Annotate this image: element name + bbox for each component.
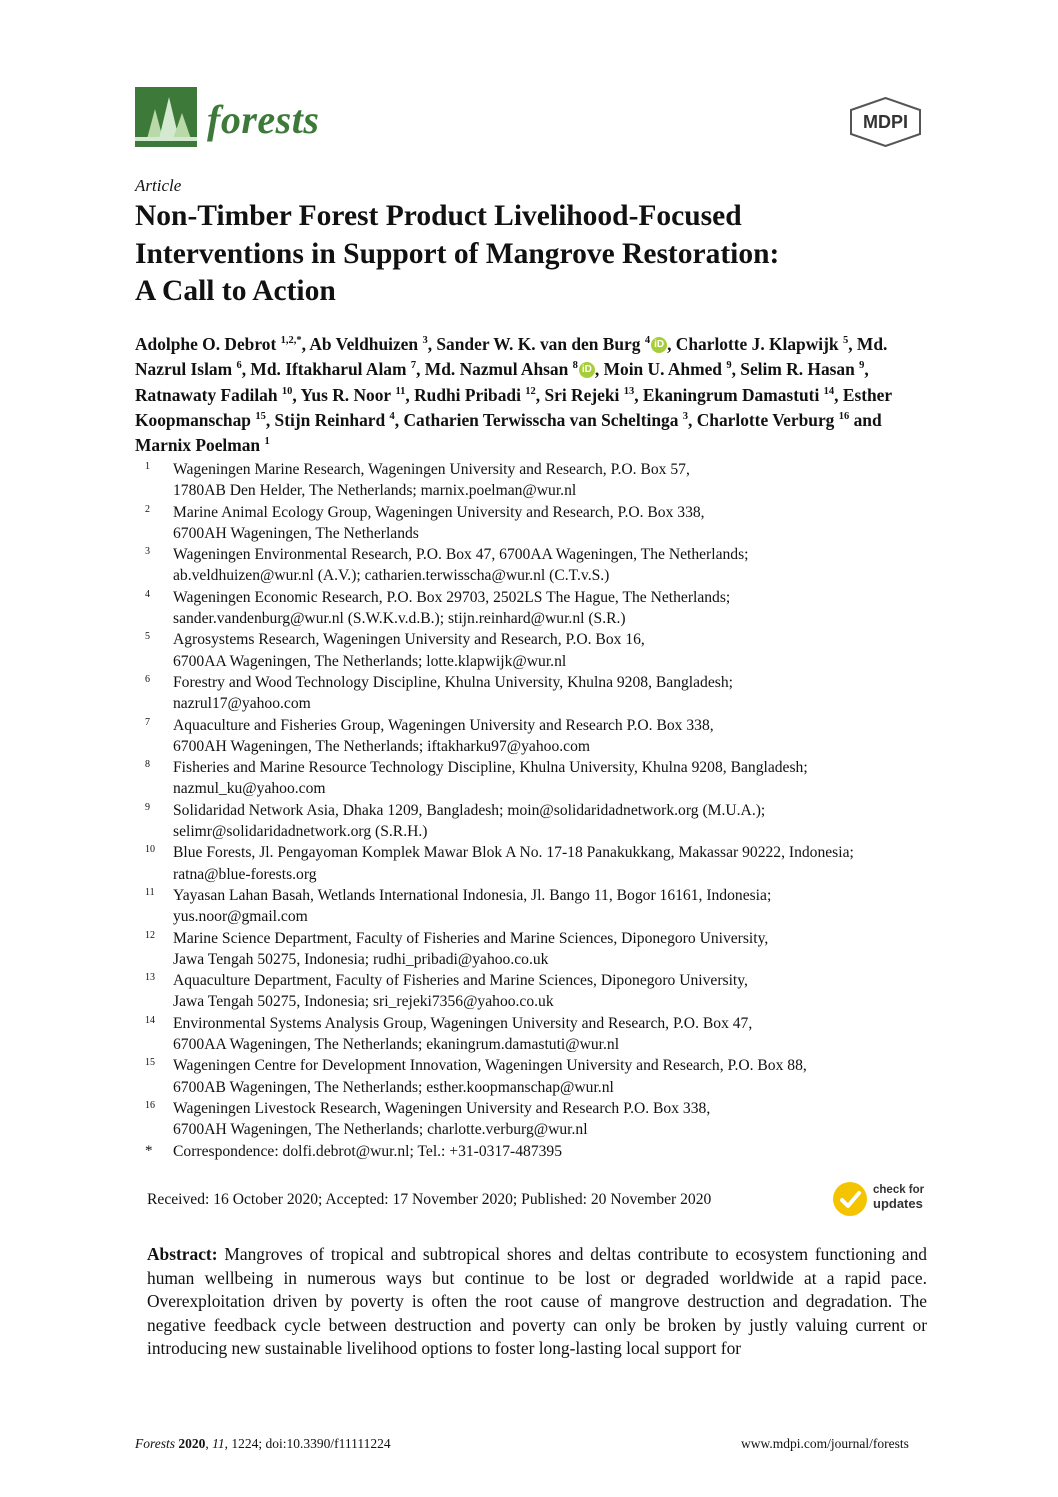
affiliation-item: [135, 885, 935, 928]
affiliation-item: [135, 1055, 935, 1098]
title-line: Non-Timber Forest Product Livelihood-Focused: [135, 200, 742, 232]
affiliation-line: Wageningen Marine Research, Wageningen University and Research, P.O. Box 57,: [173, 461, 690, 478]
mdpi-logo-text: MDPI: [863, 112, 908, 132]
affiliation-number: 12: [145, 929, 155, 941]
affiliation-number: 3: [145, 546, 150, 558]
affiliation-number: 10: [145, 844, 155, 856]
affiliation-item: [135, 502, 935, 545]
abstract: [147, 1243, 927, 1361]
affiliation-line: Aquaculture and Fisheries Group, Wageningen University and Research P.O. Box 338,: [173, 716, 714, 734]
author-affiliation-ref: 3: [422, 335, 428, 346]
affiliation-number: 5: [145, 631, 150, 643]
journal-url-link[interactable]: www.mdpi.com/journal/forests: [741, 1436, 909, 1451]
affiliation-line: Solidaridad Network Asia, Dhaka 1209, Bangladesh; moin@solidaridadnetwork.org (M.U.A.);: [173, 801, 766, 819]
affiliation-number: 13: [145, 972, 155, 984]
mdpi-logo-icon: [848, 97, 923, 147]
affiliation-line: sander.vandenburg@wur.nl (S.W.K.v.d.B.); stijn.reinhard@wur.nl (S.R.): [173, 610, 626, 628]
affiliation-line: 6700AH Wageningen, The Netherlands; charlotte.verburg@wur.nl: [173, 1121, 588, 1139]
affiliation-number: 1: [145, 461, 150, 472]
affiliation-number: 6: [145, 673, 150, 685]
author-affiliation-ref: 1,2,*: [280, 335, 302, 346]
affiliation-line: Jawa Tengah 50275, Indonesia; sri_rejeki7356@yahoo.co.uk: [173, 993, 554, 1011]
author-name: Stijn Reinhard: [274, 409, 386, 430]
affiliation-line: ratna@blue-forests.org: [173, 865, 317, 883]
affiliation-line: Forestry and Wood Technology Discipline, Khulna University, Khulna 9208, Bangladesh;: [173, 673, 733, 691]
author-affiliation-ref: 13: [623, 385, 635, 397]
affiliation-number: 16: [145, 1099, 155, 1111]
check-for-updates-button[interactable]: [833, 1181, 928, 1219]
author-affiliation-ref: 11: [395, 385, 406, 397]
author-name: Marnix Poelman: [135, 435, 261, 456]
footer-year: 2020: [178, 1436, 206, 1451]
author: [135, 435, 270, 455]
title-line: A Call to Action: [135, 275, 336, 307]
author-affiliation-ref: 9: [726, 360, 732, 372]
affiliation-item: [135, 1098, 935, 1141]
affiliation-item: [135, 1141, 935, 1162]
orcid-icon[interactable]: iD: [579, 362, 595, 378]
author-name: Rudhi Pribadi: [414, 384, 521, 405]
affiliation-item: [135, 587, 935, 630]
affiliation-line: nazrul17@yahoo.com: [173, 695, 311, 713]
author-name: Ratnawaty Fadilah: [135, 384, 278, 405]
author-affiliation-ref: 4: [644, 335, 651, 346]
article-type: Article: [135, 176, 182, 195]
author-affiliation-ref: 16: [838, 411, 850, 423]
affiliation-item: [135, 715, 935, 758]
affiliation-number: 2: [145, 503, 150, 515]
author-name: Adolphe O. Debrot: [135, 333, 277, 354]
journal-logo-icon: [135, 87, 197, 147]
affiliation-line: Wageningen Centre for Development Innovation, Wageningen University and Research, P.O. Box 88,: [173, 1057, 807, 1075]
affiliation-line: 6700AH Wageningen, The Netherlands: [173, 524, 419, 542]
title-line: Interventions in Support of Mangrove Restoration:: [135, 237, 780, 270]
author-affiliation-ref: 9: [859, 360, 865, 372]
affiliation-item: [135, 842, 935, 885]
affiliation-line: 6700AA Wageningen, The Netherlands; ekaningrum.damastuti@wur.nl: [173, 1036, 620, 1054]
affiliation-line: Agrosystems Research, Wageningen University and Research, P.O. Box 16,: [173, 631, 645, 649]
author-affiliation-ref: 4: [389, 411, 395, 423]
affiliation-line: selimr@solidaridadnetwork.org (S.R.H.): [173, 823, 428, 841]
author-affiliation-ref: 5: [842, 335, 849, 346]
affiliation-line: 6700AA Wageningen, The Netherlands; lotte.klapwijk@wur.nl: [173, 652, 567, 670]
author-name: Esther Koopmanschap: [135, 384, 892, 430]
author-affiliation-ref: 3: [682, 411, 689, 423]
affiliation-line: ab.veldhuizen@wur.nl (A.V.); catharien.terwisscha@wur.nl (C.T.v.S.): [173, 567, 610, 585]
author-affiliation-ref: 7: [410, 360, 417, 372]
author: [135, 385, 292, 405]
author: [414, 385, 536, 405]
author: [740, 359, 864, 379]
author-affiliation-ref: 10: [281, 385, 293, 397]
author-affiliation-ref: 6: [236, 360, 242, 372]
article-title: [135, 198, 935, 311]
affiliation-number: 4: [145, 588, 150, 600]
author: [697, 410, 850, 430]
affiliation-line: Marine Animal Ecology Group, Wageningen University and Research, P.O. Box 338,: [173, 503, 705, 521]
affiliation-number: *: [145, 1142, 153, 1159]
author: [300, 385, 405, 405]
affiliation-number: 7: [145, 716, 150, 728]
affiliation-item: [135, 757, 935, 800]
affiliation-number: 8: [145, 759, 150, 771]
author: [604, 359, 732, 379]
author: [135, 334, 302, 354]
author: [404, 410, 689, 430]
author-name: Md. Nazmul Ahsan: [424, 359, 569, 380]
author: [309, 334, 427, 354]
affiliation-line: Fisheries and Marine Resource Technology Discipline, Khulna University, Khulna 9208, Bangladesh;: [173, 759, 808, 777]
affiliation-item: [135, 1013, 935, 1056]
affiliation-number: 15: [145, 1057, 155, 1069]
affiliation-number: 11: [145, 886, 155, 898]
affiliation-line: Jawa Tengah 50275, Indonesia; rudhi_pribadi@yahoo.co.uk: [173, 950, 549, 968]
author-affiliation-ref: 8: [572, 360, 578, 372]
affiliation-number: 14: [145, 1014, 155, 1026]
author: [275, 410, 395, 430]
author-name: Sander W. K. van den Burg: [436, 333, 641, 354]
affiliation-item: [135, 459, 935, 502]
author: [643, 385, 834, 405]
affiliation-item: [135, 544, 935, 587]
abstract-text: Mangroves of tropical and subtropical shores and deltas contribute to ecosystem functioning and human wellbeing in numerous ways but continue to be lost or degraded worldwide at a rapid pace. Overexploitation driven by poverty is often the root cause of mangrove destruction and degradation. The negative feedback cycle between destruction and poverty can only be broken by justly valuing current or introducing new sustainable livelihood options to foster long-lasting local support for: [147, 1244, 928, 1358]
affiliation-line: 6700AH Wageningen, The Netherlands; iftakharku97@yahoo.com: [173, 737, 590, 755]
author-name: Md. Nazrul Islam: [135, 333, 888, 380]
footer-volume: 11: [212, 1436, 225, 1451]
affiliation-line: Environmental Systems Analysis Group, Wageningen University and Research, P.O. Box 47,: [173, 1014, 753, 1032]
author-name: Moin U. Ahmed: [603, 359, 722, 380]
abstract-label: Abstract:: [147, 1244, 218, 1264]
author-name: Md. Iftakharul Alam: [250, 359, 407, 380]
affiliation-item: [135, 629, 935, 672]
affiliation-item: [135, 800, 935, 843]
check-updates-line2: updates: [873, 1196, 923, 1211]
affiliation-line: 1780AB Den Helder, The Netherlands; marnix.poelman@wur.nl: [173, 482, 577, 500]
author-name: Yus R. Noor: [300, 384, 392, 405]
affiliation-line: Yayasan Lahan Basah, Wetlands International Indonesia, Jl. Bango 11, Bogor 16161, Indonesia;: [173, 886, 772, 904]
author-list: Adolphe O. Debrot $^{1,2,*}$, Ab Veldhuizen $^3$, Sander W. K. van den Burg $^4$ iD , Charlotte J. Klapwijk $^5$, Md. Nazrul Islam $^6$, Md. Iftakharul Alam $^7$, Md. Nazmul Ahsan $^8$ iD , Moin U. Ahmed $^9$, Selim R. Hasan $^9$, Ratnawaty Fadilah $^{10}$, Yus R. Noor $^{11}$, Rudhi Pribadi $^{12}$, Sri Rejeki $^{13}$, Ekaningrum Damastuti $^{14}$, Esther Koopmanschap $^{15}$, Stijn Reinhard $^4$, Catharien Terwisscha van Scheltinga $^3$, Charlotte Verburg $^{16}$ and Marnix Poelman $^1$: [135, 333, 892, 456]
affiliation-line: Wageningen Environmental Research, P.O. Box 47, 6700AA Wageningen, The Netherlands;: [173, 546, 749, 564]
affiliation-line: yus.noor@gmail.com: [173, 908, 308, 926]
author: [250, 359, 416, 379]
affiliation-line: Aquaculture Department, Faculty of Fisheries and Marine Sciences, Diponegoro University,: [173, 972, 748, 990]
author-name: Ekaningrum Damastuti: [642, 384, 820, 405]
author-affiliation-ref: 1: [264, 436, 270, 448]
author-name: Ab Veldhuizen: [309, 333, 419, 354]
citation-footer: Forests 2020, 11, 1224; doi:10.3390/f11111224: [135, 1436, 391, 1451]
publication-dates: Received: 16 October 2020; Accepted: 17 November 2020; Published: 20 November 2020: [147, 1191, 712, 1208]
affiliation-line: Blue Forests, Jl. Pengayoman Komplek Mawar Blok A No. 17-18 Panakukkang, Makassar 90222, Indonesia;: [173, 844, 854, 862]
author-affiliation-ref: 14: [823, 385, 835, 397]
affiliation-line: 6700AB Wageningen, The Netherlands; esther.koopmanschap@wur.nl: [173, 1078, 614, 1096]
author-affiliation-ref: 15: [255, 411, 266, 423]
author: [676, 334, 848, 354]
author-name: Charlotte Verburg: [696, 409, 835, 430]
author-name: Selim R. Hasan: [740, 359, 855, 380]
affiliation-line: Wageningen Economic Research, P.O. Box 29703, 2502LS The Hague, The Netherlands;: [173, 588, 731, 606]
footer-doi: , 1224; doi:10.3390/f11111224: [224, 1436, 391, 1451]
author-name: Charlotte J. Klapwijk: [675, 333, 839, 354]
affiliation-line: Marine Science Department, Faculty of Fisheries and Marine Sciences, Diponegoro University,: [173, 929, 769, 947]
author: [425, 359, 595, 379]
affiliation-item: [135, 928, 935, 971]
affiliation-line: Wageningen Livestock Research, Wageningen University and Research P.O. Box 338,: [173, 1099, 711, 1117]
journal-name: forests: [207, 97, 320, 142]
check-updates-line1: check for: [873, 1184, 925, 1196]
footer-journal: Forests: [135, 1436, 175, 1451]
affiliation-line: Correspondence: dolfi.debrot@wur.nl; Tel.: +31-0317-487395: [173, 1142, 563, 1160]
author-name: Sri Rejeki: [544, 384, 620, 405]
affiliation-item: [135, 970, 935, 1013]
author: [544, 385, 634, 405]
author: [436, 334, 667, 354]
affiliation-number: 9: [145, 801, 150, 813]
affiliation-list: [135, 459, 935, 1162]
check-updates-icon: [833, 1182, 867, 1216]
author-name: Catharien Terwisscha van Scheltinga: [403, 409, 679, 430]
orcid-icon[interactable]: iD: [651, 337, 667, 353]
affiliation-item: [135, 672, 935, 715]
author-affiliation-ref: 12: [525, 385, 536, 397]
affiliation-line: nazmul_ku@yahoo.com: [173, 780, 326, 798]
